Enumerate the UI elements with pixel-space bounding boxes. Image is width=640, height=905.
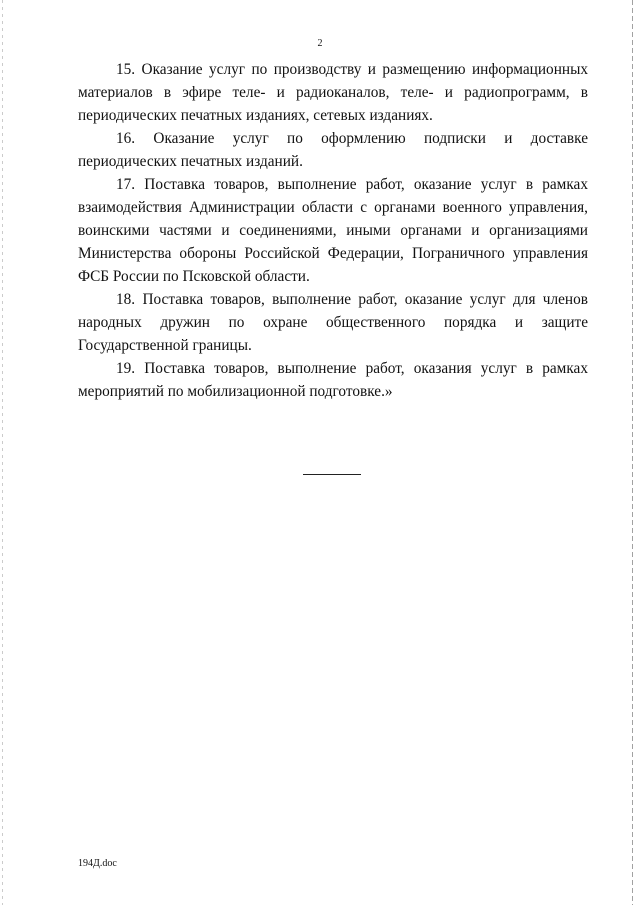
footer-filename: 194Д.doc	[78, 858, 117, 869]
paragraph-item-15: 15. Оказание услуг по производству и размещению информационных материалов в эфире теле- и радиоканалов, теле- и радиопрограмм, в периодических печатных изданиях, сетевых изданиях.	[78, 61, 588, 124]
scan-edge-left	[2, 0, 3, 905]
paragraph-item-17: 17. Поставка товаров, выполнение работ, оказание услуг в рамках взаимодействия Администрации области с органами военного управления, воинскими частями и соединениями, иными органами и организациями Министерства обороны Российской Федерации, Пограничного управления ФСБ России по Псковской области.	[78, 176, 588, 285]
end-of-document-rule	[303, 474, 361, 475]
page-number: 2	[317, 38, 323, 49]
scan-edge-right	[632, 0, 633, 905]
paragraph-item-18: 18. Поставка товаров, выполнение работ, оказание услуг для членов народных дружин по охране общественного порядка и защите Государственной границы.	[78, 291, 588, 354]
paragraph-item-16: 16. Оказание услуг по оформлению подписки и доставке периодических печатных изданий.	[78, 130, 588, 170]
paragraph-item-19: 19. Поставка товаров, выполнение работ, оказания услуг в рамках мероприятий по мобилизационной подготовке.»	[78, 360, 588, 400]
document-body	[78, 58, 588, 403]
